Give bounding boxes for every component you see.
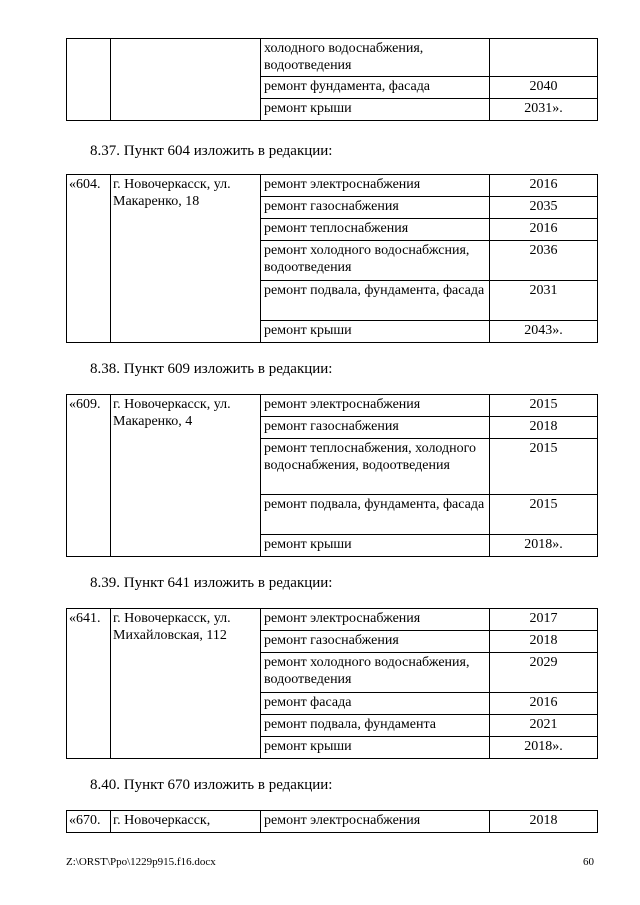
- cell-address: г. Новочеркасск, ул. Макаренко, 18: [111, 175, 261, 343]
- cell-work: холодного водоснабжения, водоотведения: [261, 39, 490, 77]
- table-row: [67, 609, 598, 631]
- table-row: [67, 39, 598, 77]
- cell-year: 2021: [490, 715, 598, 737]
- cell-number: [67, 39, 111, 121]
- cell-work: ремонт электроснабжения: [261, 609, 490, 631]
- cell-year: 2040: [490, 77, 598, 99]
- cell-year: 2018».: [490, 737, 598, 759]
- continuation-table: [66, 38, 598, 121]
- item-table: [66, 174, 598, 343]
- cell-year: 2031: [490, 281, 598, 321]
- cell-work: ремонт крыши: [261, 535, 490, 557]
- cell-year: 2029: [490, 653, 598, 693]
- table-row: [67, 175, 598, 197]
- cell-work: ремонт электроснабжения: [261, 811, 490, 833]
- cell-address: г. Новочеркасск, ул. Михайловская, 112: [111, 609, 261, 759]
- cell-work: ремонт подвала, фундамента, фасада: [261, 281, 490, 321]
- cell-number: «604.: [67, 175, 111, 343]
- cell-year: 2031».: [490, 99, 598, 121]
- cell-work: ремонт холодного водоснабжсния, водоотведения: [261, 241, 490, 281]
- cell-work: ремонт электроснабжения: [261, 395, 490, 417]
- cell-year: 2018: [490, 811, 598, 833]
- cell-work: ремонт крыши: [261, 321, 490, 343]
- cell-work: ремонт крыши: [261, 737, 490, 759]
- cell-year: 2016: [490, 219, 598, 241]
- cell-work: ремонт фасада: [261, 693, 490, 715]
- cell-year: 2036: [490, 241, 598, 281]
- cell-year: 2043».: [490, 321, 598, 343]
- cell-work: ремонт теплоснабжения, холодного водоснабжения, водоотведения: [261, 439, 490, 495]
- section-heading: 8.39. Пункт 641 изложить в редакции:: [90, 575, 333, 591]
- cell-number: «670.: [67, 811, 111, 833]
- item-table: [66, 608, 598, 759]
- cell-address: г. Новочеркасск,: [111, 811, 261, 833]
- cell-work: ремонт холодного водоснабжения, водоотведения: [261, 653, 490, 693]
- section-heading: 8.40. Пункт 670 изложить в редакции:: [90, 777, 333, 793]
- section-heading: 8.37. Пункт 604 изложить в редакции:: [90, 143, 333, 159]
- cell-work: ремонт подвала, фундамента, фасада: [261, 495, 490, 535]
- cell-year: 2017: [490, 609, 598, 631]
- cell-number: «609.: [67, 395, 111, 557]
- footer-page-number: 60: [583, 856, 594, 868]
- table-row: [67, 811, 598, 833]
- cell-year: [490, 39, 598, 77]
- cell-number: «641.: [67, 609, 111, 759]
- cell-year: 2015: [490, 439, 598, 495]
- cell-work: ремонт газоснабжения: [261, 197, 490, 219]
- cell-year: 2018: [490, 631, 598, 653]
- cell-year: 2015: [490, 395, 598, 417]
- cell-year: 2018: [490, 417, 598, 439]
- cell-address: [111, 39, 261, 121]
- table-row: [67, 395, 598, 417]
- cell-work: ремонт теплоснабжения: [261, 219, 490, 241]
- cell-year: 2018».: [490, 535, 598, 557]
- cell-address: г. Новочеркасск, ул. Макаренко, 4: [111, 395, 261, 557]
- cell-work: ремонт электроснабжения: [261, 175, 490, 197]
- cell-work: ремонт газоснабжения: [261, 631, 490, 653]
- item-table: [66, 810, 598, 833]
- cell-year: 2016: [490, 693, 598, 715]
- cell-year: 2016: [490, 175, 598, 197]
- cell-work: ремонт подвала, фундамента: [261, 715, 490, 737]
- section-heading: 8.38. Пункт 609 изложить в редакции:: [90, 361, 333, 377]
- cell-year: 2015: [490, 495, 598, 535]
- footer-file-path: Z:\ORST\Ppo\1229p915.f16.docx: [66, 856, 216, 868]
- cell-work: ремонт фундамента, фасада: [261, 77, 490, 99]
- cell-year: 2035: [490, 197, 598, 219]
- cell-work: ремонт крыши: [261, 99, 490, 121]
- item-table: [66, 394, 598, 557]
- cell-work: ремонт газоснабжения: [261, 417, 490, 439]
